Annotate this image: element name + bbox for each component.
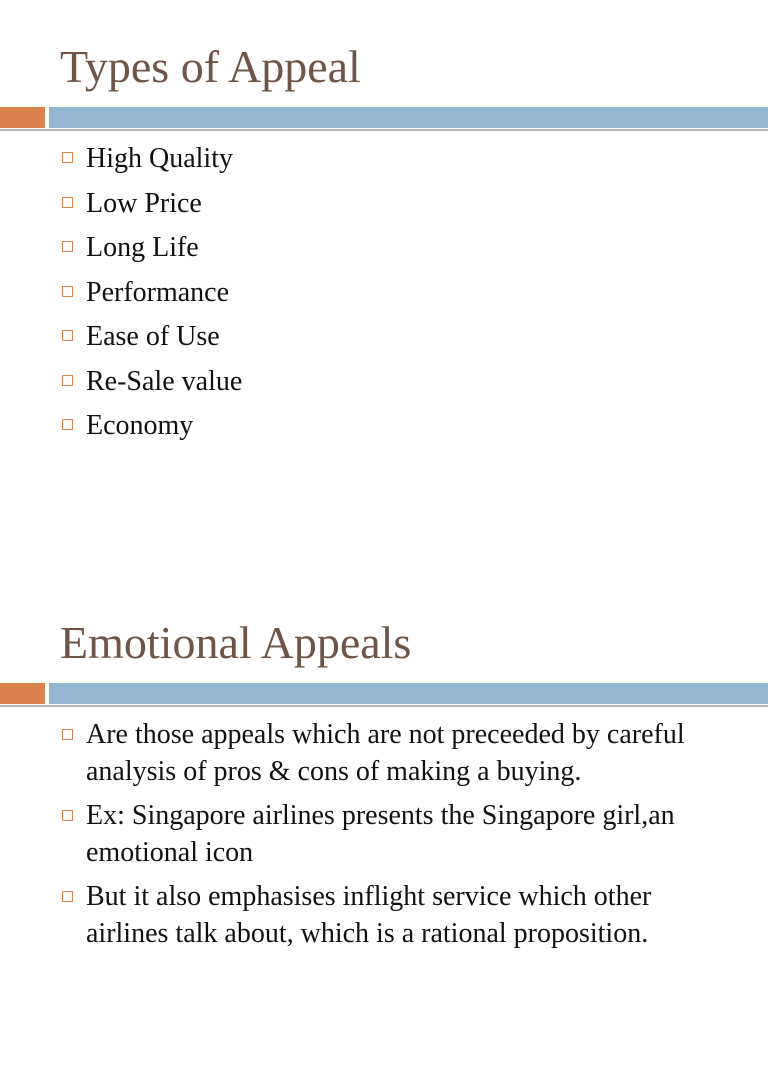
bullet-text: Ex: Singapore airlines presents the Singapore girl,an emotional icon <box>86 800 675 868</box>
bullet-item <box>60 317 738 362</box>
title-bar-underline <box>0 705 768 707</box>
bullet-item <box>60 406 738 451</box>
bullet-text: Low Price <box>86 187 202 219</box>
bullet-text: But it also emphasises inflight service which other airlines talk about, which is a rational proposition. <box>86 881 652 949</box>
title-bar-main <box>49 683 768 704</box>
bullet-item <box>60 139 738 184</box>
bullet-text: Performance <box>86 276 230 308</box>
bullet-item <box>60 273 738 318</box>
hollow-square-bullet-icon <box>62 241 73 252</box>
bullet-text: Long Life <box>86 232 199 263</box>
hollow-square-bullet-icon <box>62 891 73 902</box>
hollow-square-bullet-icon <box>62 197 73 208</box>
slide-title: Types of Appeal <box>60 41 361 92</box>
bullet-text: High Quality <box>86 143 233 174</box>
hollow-square-bullet-icon <box>62 810 73 821</box>
bullet-item <box>60 878 738 952</box>
bullet-list <box>60 139 738 451</box>
title-bar-main <box>49 107 768 128</box>
title-bar-accent <box>0 683 45 704</box>
bullet-item <box>60 716 738 790</box>
bullet-item <box>60 184 738 229</box>
bullet-item <box>60 362 738 407</box>
slide-emotional-appeals <box>0 576 768 1088</box>
hollow-square-bullet-icon <box>62 330 73 341</box>
title-bar-accent <box>0 107 45 128</box>
bullet-text: Re-Sale value <box>86 365 243 397</box>
slide-types-of-appeal <box>0 0 768 512</box>
hollow-square-bullet-icon <box>62 152 73 163</box>
title-divider-bar <box>0 683 768 707</box>
bullet-text: Economy <box>86 410 194 441</box>
title-bar-underline <box>0 129 768 131</box>
bullet-item <box>60 228 738 273</box>
hollow-square-bullet-icon <box>62 286 73 297</box>
hollow-square-bullet-icon <box>62 729 73 740</box>
bullet-text: Ease of Use <box>86 321 220 352</box>
bullet-item <box>60 797 738 871</box>
bullet-list <box>60 716 738 959</box>
slide-title: Emotional Appeals <box>60 617 412 668</box>
title-divider-bar <box>0 107 768 131</box>
hollow-square-bullet-icon <box>62 419 73 430</box>
hollow-square-bullet-icon <box>62 375 73 386</box>
bullet-text: Are those appeals which are not preceeded by careful analysis of pros & cons of making a buying. <box>86 719 685 787</box>
